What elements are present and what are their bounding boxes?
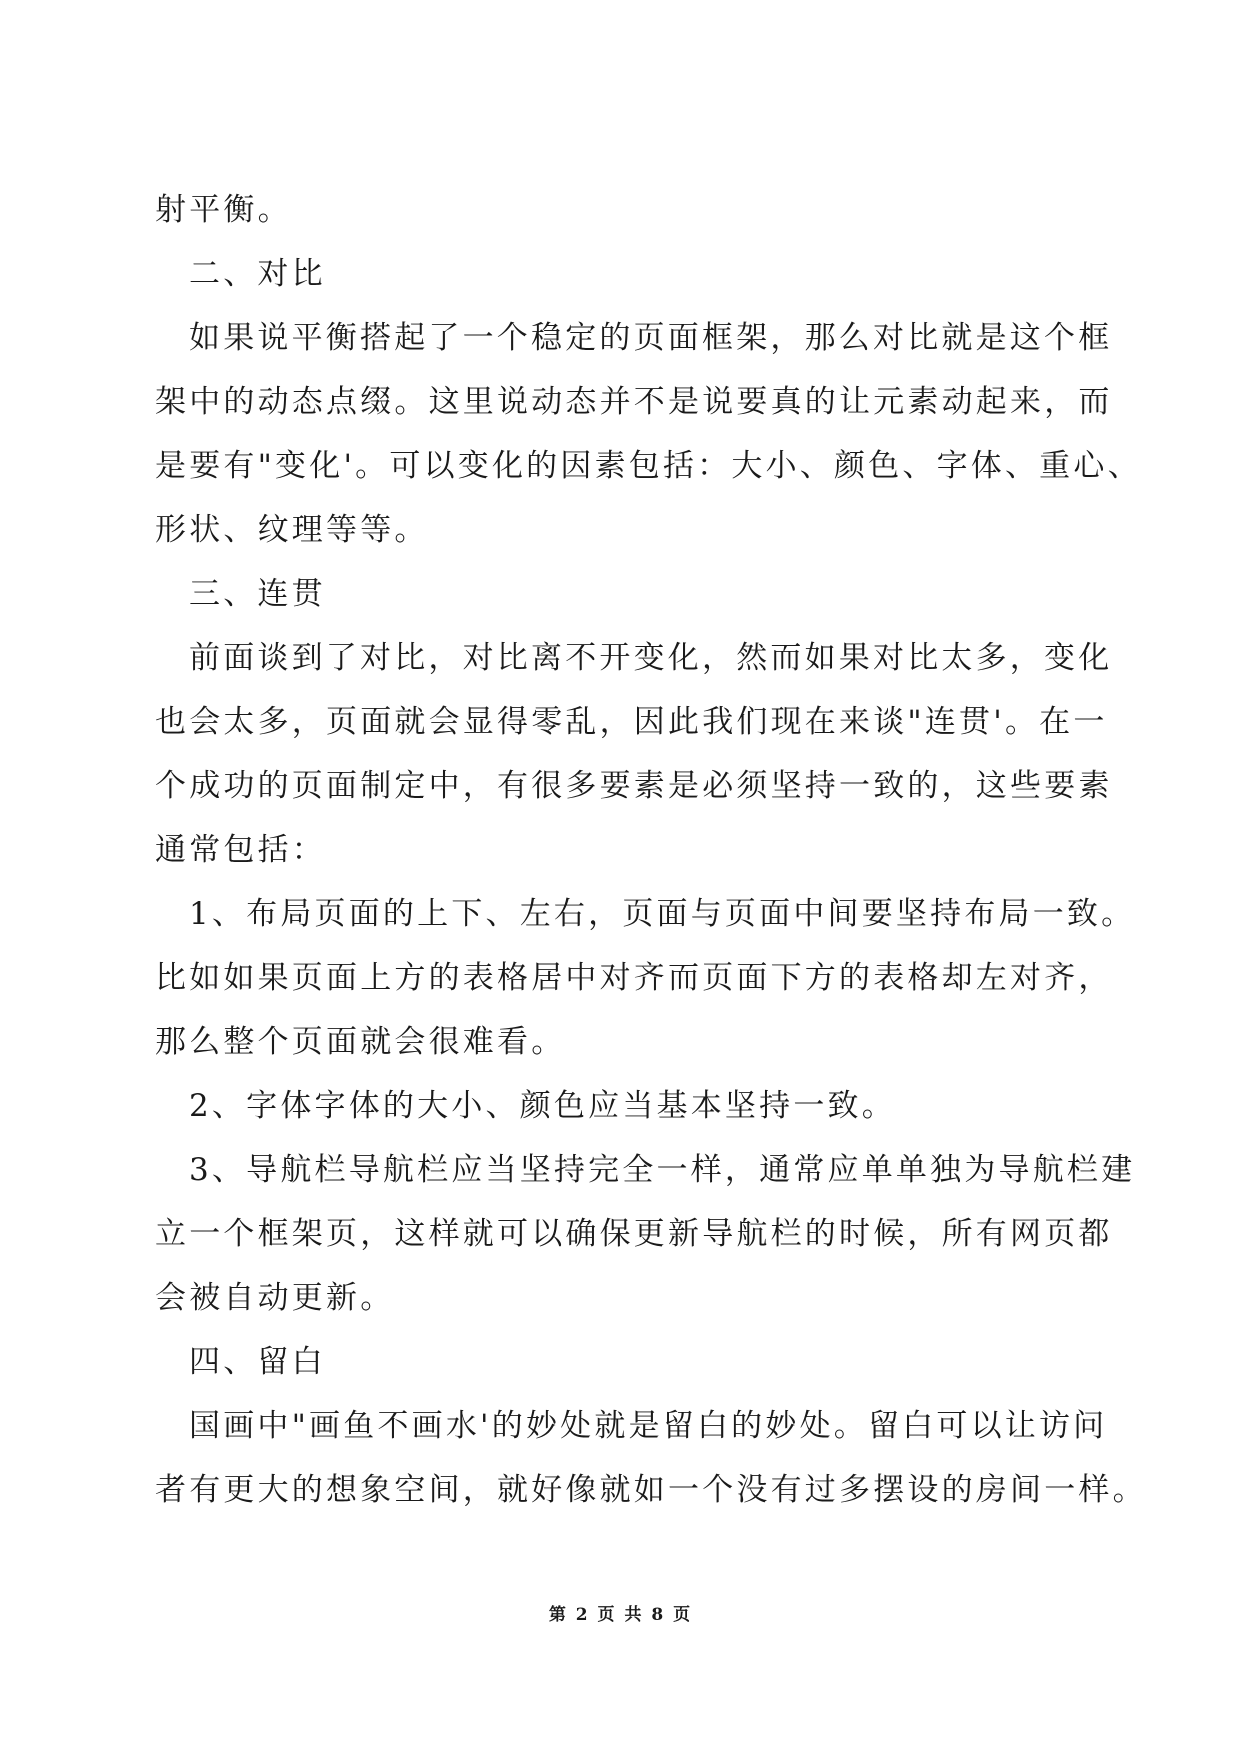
- text-line: 者有更大的想象空间，就好像就如一个没有过多摆设的房间一样。: [155, 1472, 1147, 1508]
- text-line: 是要有"变化'。可以变化的因素包括：大小、颜色、字体、重心、: [155, 448, 1142, 484]
- section-heading-contrast: 二、对比: [189, 256, 326, 292]
- text-line: 前面谈到了对比，对比离不开变化，然而如果对比太多，变化: [189, 640, 1113, 676]
- text-line: 会被自动更新。: [155, 1280, 395, 1316]
- section-heading-coherence: 三、连贯: [189, 576, 326, 612]
- page-footer: 第 2 页 共 8 页: [548, 1605, 693, 1625]
- list-item-navbar: 3、导航栏导航栏应当坚持完全一样，通常应单单独为导航栏建: [189, 1152, 1136, 1188]
- section-heading-whitespace: 四、留白: [189, 1344, 326, 1380]
- text-line: 国画中"画鱼不画水'的妙处就是留白的妙处。留白可以让访问: [189, 1408, 1108, 1444]
- text-line: 通常包括：: [155, 832, 326, 868]
- text-line: 那么整个页面就会很难看。: [155, 1024, 566, 1060]
- text-line: 架中的动态点缀。这里说动态并不是说要真的让元素动起来，而: [155, 384, 1113, 420]
- text-line: 个成功的页面制定中，有很多要素是必须坚持一致的，这些要素: [155, 768, 1113, 804]
- text-line: 也会太多，页面就会显得零乱，因此我们现在来谈"连贯'。在一: [155, 704, 1108, 740]
- list-item-layout: 1、布局页面的上下、左右，页面与页面中间要坚持布局一致。: [189, 896, 1136, 932]
- text-line: 形状、纹理等等。: [155, 512, 429, 548]
- text-line: 射平衡。: [155, 192, 292, 228]
- text-line: 如果说平衡搭起了一个稳定的页面框架，那么对比就是这个框: [189, 320, 1113, 356]
- list-item-font: 2、字体字体的大小、颜色应当基本坚持一致。: [189, 1088, 896, 1124]
- text-line: 立一个框架页，这样就可以确保更新导航栏的时候，所有网页都: [155, 1216, 1113, 1252]
- body-text: [155, 178, 1147, 1522]
- text-line: 比如如果页面上方的表格居中对齐而页面下方的表格却左对齐，: [155, 960, 1113, 996]
